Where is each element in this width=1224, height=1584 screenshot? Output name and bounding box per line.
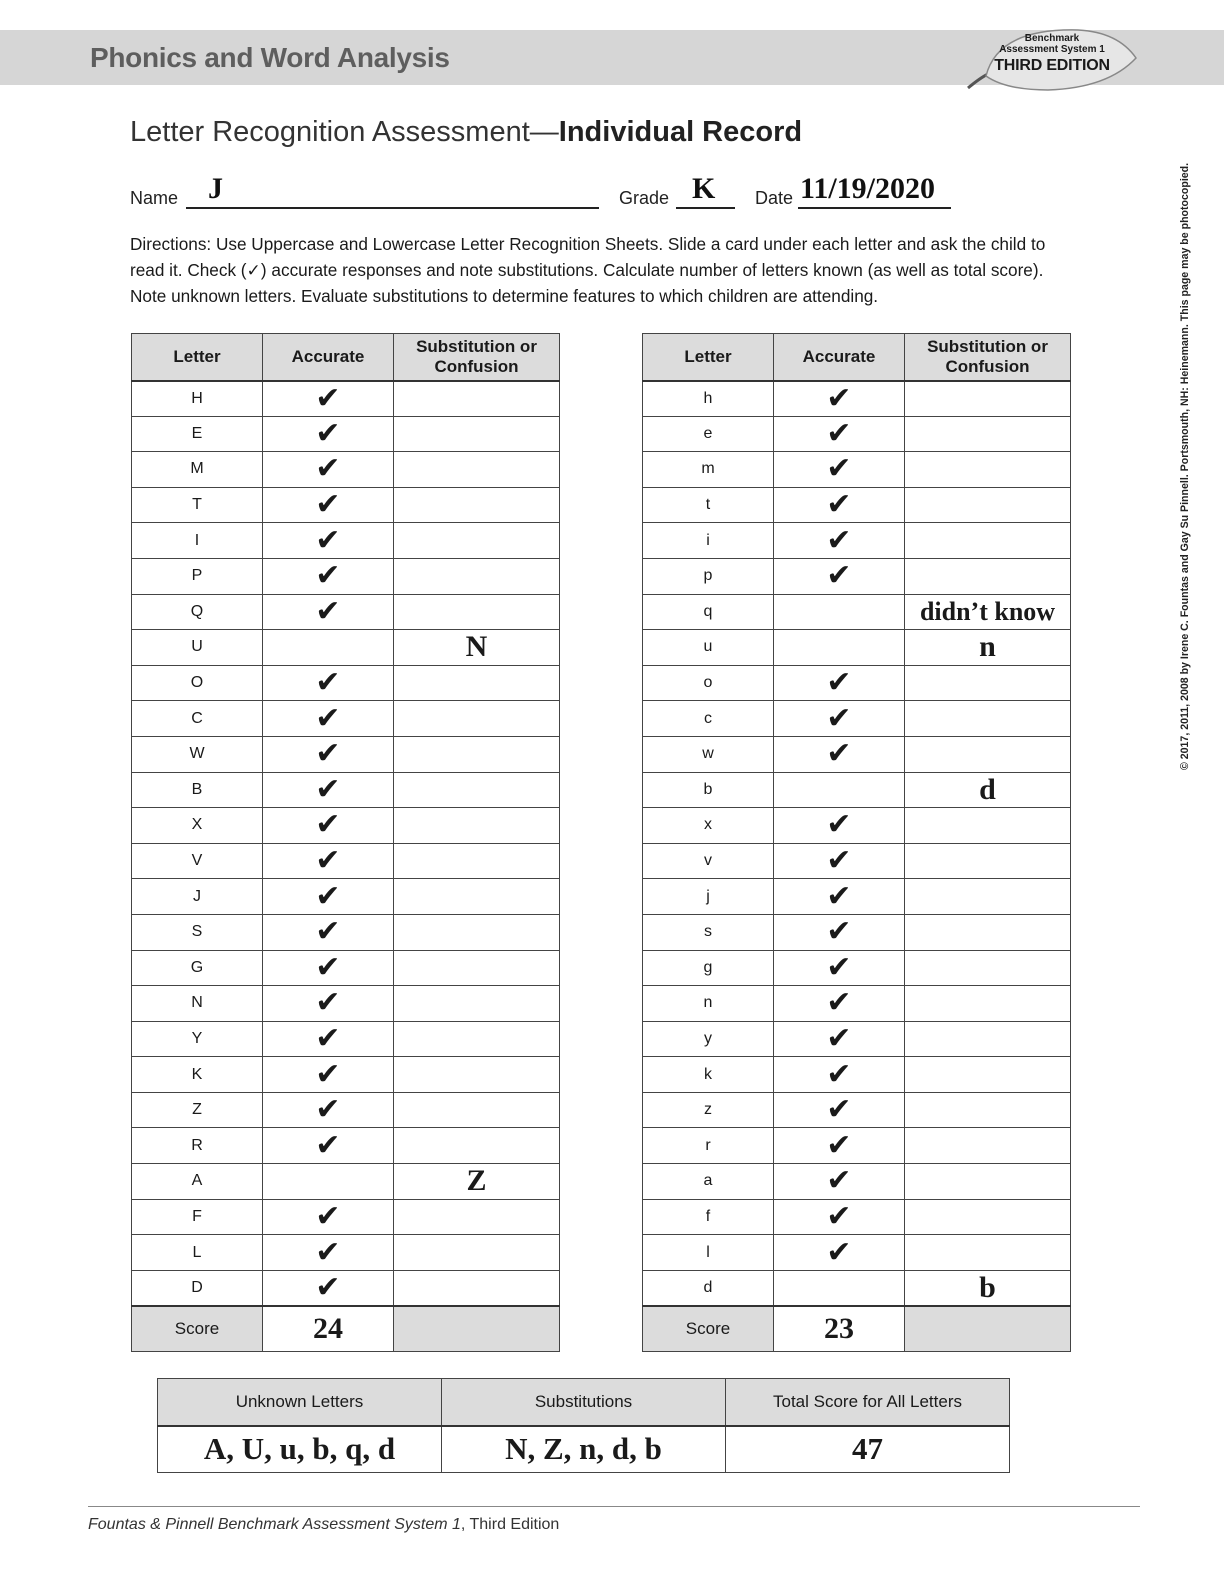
table-row	[132, 772, 560, 808]
accurate-cell[interactable]	[263, 736, 394, 772]
letter-cell: q	[643, 594, 774, 630]
letter-cell: X	[132, 808, 263, 844]
substitution-cell[interactable]: b	[905, 1270, 1071, 1306]
footer-divider	[88, 1506, 1140, 1507]
checkmark-icon: ✔	[315, 522, 341, 558]
table-row	[643, 1021, 1071, 1057]
table-row	[132, 1057, 560, 1093]
checkmark-icon: ✔	[315, 594, 341, 629]
table-row	[643, 523, 1071, 559]
substitution-cell[interactable]: didn’t know	[905, 594, 1071, 630]
letter-cell: U	[132, 630, 263, 666]
accurate-cell[interactable]	[774, 843, 905, 879]
table-row	[643, 772, 1071, 808]
substitution-cell[interactable]	[905, 879, 1071, 915]
table-row	[643, 630, 1071, 666]
letter-cell: i	[643, 523, 774, 559]
checkmark-icon: ✔	[315, 736, 341, 772]
table-row	[643, 594, 1071, 630]
accurate-cell[interactable]	[774, 1092, 905, 1128]
page-title	[130, 116, 802, 149]
accurate-cell[interactable]	[263, 1270, 394, 1306]
letter-cell: Y	[132, 1021, 263, 1057]
substitution-cell[interactable]	[905, 381, 1071, 417]
substitution-cell[interactable]	[394, 1128, 560, 1164]
table-row	[643, 1199, 1071, 1235]
substitution-cell[interactable]	[394, 416, 560, 452]
substitution-cell[interactable]	[905, 523, 1071, 559]
accurate-cell[interactable]	[263, 808, 394, 844]
letter-cell: J	[132, 879, 263, 915]
checkmark-icon: ✔	[315, 878, 341, 914]
substitution-cell[interactable]	[394, 665, 560, 701]
letter-cell: P	[132, 558, 263, 594]
checkmark-icon: ✔	[826, 1021, 852, 1056]
checkmark-icon: ✔	[826, 1092, 852, 1128]
substitution-cell[interactable]	[394, 1270, 560, 1306]
substitution-cell[interactable]	[905, 736, 1071, 772]
accurate-cell[interactable]	[774, 950, 905, 986]
checkmark-icon: ✔	[315, 665, 341, 701]
checkmark-icon: ✔	[826, 950, 852, 985]
accurate-cell[interactable]	[263, 1199, 394, 1235]
table-row	[132, 1092, 560, 1128]
letter-cell: g	[643, 950, 774, 986]
letter-cell: j	[643, 879, 774, 915]
checkmark-icon: ✔	[826, 914, 852, 950]
checkmark-icon: ✔	[315, 487, 341, 523]
substitution-cell[interactable]	[905, 665, 1071, 701]
accurate-cell[interactable]	[774, 1021, 905, 1057]
substitution-cell[interactable]	[394, 736, 560, 772]
substitution-cell[interactable]	[905, 914, 1071, 950]
accurate-cell[interactable]	[774, 416, 905, 452]
uppercase-table	[131, 333, 560, 1352]
letter-cell: D	[132, 1270, 263, 1306]
letter-cell: f	[643, 1199, 774, 1235]
letter-cell: k	[643, 1057, 774, 1093]
checkmark-icon: ✔	[826, 700, 852, 736]
substitution-cell[interactable]	[905, 1128, 1071, 1164]
checkmark-icon: ✔	[315, 380, 341, 416]
accurate-cell[interactable]	[774, 523, 905, 559]
letter-cell: K	[132, 1057, 263, 1093]
badge-label	[968, 34, 1136, 74]
name-label: Name	[130, 188, 179, 208]
checkmark-icon: ✔	[826, 487, 852, 523]
checkmark-icon: ✔	[315, 451, 341, 487]
accurate-cell[interactable]	[774, 1057, 905, 1093]
accurate-cell[interactable]	[263, 843, 394, 879]
accurate-cell[interactable]	[774, 879, 905, 915]
checkmark-icon: ✔	[826, 878, 852, 914]
table-row	[132, 487, 560, 523]
checkmark-icon: ✔	[826, 843, 852, 879]
substitution-cell[interactable]	[394, 1092, 560, 1128]
footer-text	[88, 1516, 559, 1534]
table-row	[643, 879, 1071, 915]
table-row	[643, 701, 1071, 737]
name-field-line[interactable]	[186, 207, 599, 209]
accurate-cell[interactable]	[263, 1057, 394, 1093]
table-row	[643, 1235, 1071, 1271]
table-row	[132, 1164, 560, 1200]
substitution-cell[interactable]	[394, 558, 560, 594]
letter-cell: z	[643, 1092, 774, 1128]
accurate-cell[interactable]	[774, 1128, 905, 1164]
summary-header-unknown: Unknown Letters	[158, 1379, 442, 1426]
header-letter: Letter	[643, 334, 774, 381]
table-row	[132, 736, 560, 772]
checkmark-icon: ✔	[315, 1056, 341, 1092]
substitution-cell[interactable]	[394, 381, 560, 417]
table-row	[132, 523, 560, 559]
table-row	[643, 381, 1071, 417]
table-row	[132, 1128, 560, 1164]
table-row	[132, 558, 560, 594]
substitution-cell[interactable]	[394, 1199, 560, 1235]
table-row	[643, 808, 1071, 844]
letter-cell: M	[132, 452, 263, 488]
page-title-bold: Individual Record	[558, 116, 803, 148]
date-field-line[interactable]	[798, 207, 951, 209]
substitution-cell[interactable]	[905, 452, 1071, 488]
header-substitution: Substitution or Confusion	[905, 334, 1071, 381]
accurate-cell[interactable]	[774, 808, 905, 844]
table-row	[132, 416, 560, 452]
letter-cell: E	[132, 416, 263, 452]
checkmark-icon: ✔	[826, 736, 852, 772]
letter-cell: B	[132, 772, 263, 808]
header-accurate: Accurate	[774, 334, 905, 381]
letter-cell: u	[643, 630, 774, 666]
letter-cell: O	[132, 665, 263, 701]
substitution-cell[interactable]	[394, 452, 560, 488]
checkmark-icon: ✔	[315, 700, 341, 736]
uppercase-score[interactable]: 24	[263, 1306, 394, 1352]
letter-cell: b	[643, 772, 774, 808]
letter-cell: n	[643, 986, 774, 1022]
letter-cell: o	[643, 665, 774, 701]
name-value: J	[208, 172, 223, 205]
table-row	[132, 843, 560, 879]
table-row	[132, 808, 560, 844]
letter-cell: N	[132, 986, 263, 1022]
grade-value: K	[692, 172, 716, 205]
accurate-cell[interactable]	[263, 950, 394, 986]
table-row	[643, 736, 1071, 772]
letter-cell: A	[132, 1164, 263, 1200]
table-row	[643, 1270, 1071, 1306]
accurate-cell[interactable]	[774, 487, 905, 523]
table-row	[132, 950, 560, 986]
section-title: Phonics and Word Analysis	[90, 42, 450, 73]
table-row	[643, 986, 1071, 1022]
table-row	[132, 630, 560, 666]
substitution-cell[interactable]	[905, 950, 1071, 986]
grade-label: Grade	[619, 188, 670, 208]
score-empty-cell	[905, 1306, 1071, 1352]
substitution-cell[interactable]	[905, 1235, 1071, 1271]
date-value: 11/19/2020	[800, 172, 936, 205]
checkmark-icon: ✔	[826, 807, 852, 843]
letter-cell: p	[643, 558, 774, 594]
substitution-cell[interactable]: d	[905, 772, 1071, 808]
accurate-cell[interactable]	[263, 1021, 394, 1057]
checkmark-icon: ✔	[315, 843, 341, 879]
grade-field-line[interactable]	[676, 207, 735, 209]
score-empty-cell	[394, 1306, 560, 1352]
score-label: Score	[643, 1306, 774, 1352]
table-row	[132, 1270, 560, 1306]
substitution-cell[interactable]	[905, 808, 1071, 844]
accurate-cell[interactable]	[263, 986, 394, 1022]
accurate-cell[interactable]	[263, 772, 394, 808]
header-letter: Letter	[132, 334, 263, 381]
checkmark-icon: ✔	[315, 1092, 341, 1128]
substitution-cell[interactable]	[394, 701, 560, 737]
date-label: Date	[755, 188, 794, 208]
table-row	[132, 701, 560, 737]
accurate-cell[interactable]	[774, 986, 905, 1022]
table-row	[132, 914, 560, 950]
accurate-cell[interactable]	[263, 381, 394, 417]
checkmark-icon: ✔	[826, 416, 852, 451]
accurate-cell[interactable]	[774, 1235, 905, 1271]
directions-text: Directions: Use Uppercase and Lowercase Letter Recognition Sheets. Slide a card under each letter and ask the child to read it. Check (✓) accurate responses and note substitutions. Calculate number of letters known (as well as total score). Note unknown letters. Evaluate substitutions to determine features to which children are attending.	[130, 234, 1046, 306]
table-row	[643, 950, 1071, 986]
table-row	[643, 1057, 1071, 1093]
substitution-cell[interactable]	[394, 914, 560, 950]
table-row	[643, 452, 1071, 488]
table-row	[643, 487, 1071, 523]
accurate-cell[interactable]	[774, 630, 905, 666]
substitution-cell[interactable]	[394, 843, 560, 879]
accurate-cell[interactable]	[774, 701, 905, 737]
table-row	[132, 594, 560, 630]
badge-line2: Assessment System 1	[999, 44, 1105, 55]
checkmark-icon: ✔	[826, 985, 852, 1021]
accurate-cell[interactable]	[263, 1235, 394, 1271]
table-row	[132, 381, 560, 417]
accurate-cell[interactable]	[263, 914, 394, 950]
checkmark-icon: ✔	[315, 807, 341, 843]
substitution-cell[interactable]	[905, 843, 1071, 879]
letter-cell: Q	[132, 594, 263, 630]
accurate-cell[interactable]	[263, 1128, 394, 1164]
substitution-cell[interactable]	[905, 701, 1071, 737]
checkmark-icon: ✔	[315, 985, 341, 1021]
table-row	[132, 1021, 560, 1057]
substitution-cell[interactable]	[394, 950, 560, 986]
letter-cell: G	[132, 950, 263, 986]
table-row	[132, 452, 560, 488]
substitution-cell[interactable]: N	[394, 630, 560, 666]
letter-cell: F	[132, 1199, 263, 1235]
accurate-cell[interactable]	[263, 630, 394, 666]
checkmark-icon: ✔	[315, 416, 341, 451]
accurate-cell[interactable]	[774, 914, 905, 950]
accurate-cell[interactable]	[263, 1092, 394, 1128]
letter-cell: c	[643, 701, 774, 737]
accurate-cell[interactable]	[263, 416, 394, 452]
letter-cell: x	[643, 808, 774, 844]
checkmark-icon: ✔	[315, 1021, 341, 1056]
checkmark-icon: ✔	[826, 1127, 852, 1163]
lowercase-table	[642, 333, 1071, 1352]
substitution-cell[interactable]: Z	[394, 1164, 560, 1200]
letter-cell: m	[643, 452, 774, 488]
substitution-cell[interactable]	[905, 986, 1071, 1022]
checkmark-icon: ✔	[315, 772, 341, 807]
table-row	[132, 1199, 560, 1235]
letter-cell: W	[132, 736, 263, 772]
footer-rest: , Third Edition	[460, 1516, 560, 1533]
summary-table	[157, 1378, 1010, 1473]
accurate-cell[interactable]	[263, 701, 394, 737]
accurate-cell[interactable]	[263, 452, 394, 488]
accurate-cell[interactable]	[774, 1199, 905, 1235]
accurate-cell[interactable]	[774, 594, 905, 630]
substitution-cell[interactable]	[394, 487, 560, 523]
substitution-cell[interactable]	[905, 1057, 1071, 1093]
letter-cell: s	[643, 914, 774, 950]
page-title-main: Letter Recognition Assessment—	[130, 116, 559, 148]
accurate-cell[interactable]	[263, 665, 394, 701]
letter-cell: R	[132, 1128, 263, 1164]
checkmark-icon: ✔	[826, 665, 852, 701]
badge-line1: Benchmark	[1024, 33, 1080, 44]
checkmark-icon: ✔	[826, 380, 852, 416]
accurate-cell[interactable]	[774, 736, 905, 772]
letter-cell: l	[643, 1235, 774, 1271]
substitution-cell[interactable]	[394, 808, 560, 844]
header-substitution: Substitution or Confusion	[394, 334, 560, 381]
checkmark-icon: ✔	[315, 1234, 341, 1270]
substitution-cell[interactable]	[394, 879, 560, 915]
accurate-cell[interactable]	[774, 1270, 905, 1306]
header-accurate: Accurate	[263, 334, 394, 381]
checkmark-icon: ✔	[315, 1127, 341, 1163]
table-row	[643, 843, 1071, 879]
accurate-cell[interactable]	[774, 1164, 905, 1200]
summary-total-score[interactable]: 47	[726, 1426, 1010, 1473]
substitution-cell[interactable]	[394, 1021, 560, 1057]
letter-cell: V	[132, 843, 263, 879]
accurate-cell[interactable]	[774, 452, 905, 488]
letter-cell: e	[643, 416, 774, 452]
badge-line3: THIRD EDITION	[994, 57, 1110, 74]
accurate-cell[interactable]	[774, 772, 905, 808]
accurate-cell[interactable]	[263, 558, 394, 594]
substitution-cell[interactable]	[905, 1021, 1071, 1057]
table-row	[132, 1235, 560, 1271]
letter-cell: a	[643, 1164, 774, 1200]
checkmark-icon: ✔	[826, 451, 852, 487]
substitution-cell[interactable]	[905, 416, 1071, 452]
letter-cell: t	[643, 487, 774, 523]
checkmark-icon: ✔	[826, 558, 852, 594]
substitution-cell[interactable]	[905, 1199, 1071, 1235]
substitution-cell[interactable]: n	[905, 630, 1071, 666]
substitution-cell[interactable]	[394, 986, 560, 1022]
table-row	[643, 1164, 1071, 1200]
checkmark-icon: ✔	[315, 1199, 341, 1234]
substitution-cell[interactable]	[394, 772, 560, 808]
score-label: Score	[132, 1306, 263, 1352]
accurate-cell[interactable]	[774, 665, 905, 701]
letter-cell: r	[643, 1128, 774, 1164]
letter-cell: S	[132, 914, 263, 950]
letter-cell: L	[132, 1235, 263, 1271]
letter-cell: H	[132, 381, 263, 417]
substitution-cell[interactable]	[905, 1164, 1071, 1200]
letter-cell: Z	[132, 1092, 263, 1128]
checkmark-icon: ✔	[826, 1056, 852, 1092]
table-row	[132, 879, 560, 915]
accurate-cell[interactable]	[263, 523, 394, 559]
accurate-cell[interactable]	[263, 1164, 394, 1200]
summary-header-total: Total Score for All Letters	[726, 1379, 1010, 1426]
substitution-cell[interactable]	[394, 1057, 560, 1093]
table-row	[132, 665, 560, 701]
footer-italic: Fountas & Pinnell Benchmark Assessment System 1	[88, 1516, 461, 1533]
lowercase-score[interactable]: 23	[774, 1306, 905, 1352]
substitution-cell[interactable]	[394, 594, 560, 630]
checkmark-icon: ✔	[826, 1163, 852, 1199]
substitution-cell[interactable]	[905, 558, 1071, 594]
checkmark-icon: ✔	[826, 522, 852, 558]
letter-cell: d	[643, 1270, 774, 1306]
checkmark-icon: ✔	[315, 558, 341, 594]
summary-header-substitutions: Substitutions	[442, 1379, 726, 1426]
table-row	[643, 558, 1071, 594]
table-row	[643, 1128, 1071, 1164]
table-row	[643, 665, 1071, 701]
letter-cell: w	[643, 736, 774, 772]
letter-cell: I	[132, 523, 263, 559]
summary-substitutions[interactable]: N, Z, n, d, b	[442, 1426, 726, 1473]
substitution-cell[interactable]	[905, 487, 1071, 523]
accurate-cell[interactable]	[263, 594, 394, 630]
letter-cell: h	[643, 381, 774, 417]
table-row	[643, 914, 1071, 950]
checkmark-icon: ✔	[315, 950, 341, 985]
accurate-cell[interactable]	[774, 381, 905, 417]
table-row	[643, 416, 1071, 452]
checkmark-icon: ✔	[826, 1199, 852, 1234]
letter-cell: v	[643, 843, 774, 879]
substitution-cell[interactable]	[394, 523, 560, 559]
letter-cell: y	[643, 1021, 774, 1057]
table-row	[643, 1092, 1071, 1128]
accurate-cell[interactable]	[263, 487, 394, 523]
letter-cell: C	[132, 701, 263, 737]
summary-unknown-letters[interactable]: A, U, u, b, q, d	[158, 1426, 442, 1473]
checkmark-icon: ✔	[315, 914, 341, 950]
checkmark-icon: ✔	[826, 1234, 852, 1270]
accurate-cell[interactable]	[774, 558, 905, 594]
accurate-cell[interactable]	[263, 879, 394, 915]
letter-cell: T	[132, 487, 263, 523]
copyright-text: © 2017, 2011, 2008 by Irene C. Fountas and Gay Su Pinnell. Portsmouth, NH: Heinemann. This page may be photocopied.	[1179, 162, 1191, 770]
copyright-notice	[1170, 98, 1191, 770]
table-row	[132, 986, 560, 1022]
checkmark-icon: ✔	[315, 1270, 341, 1305]
substitution-cell[interactable]	[394, 1235, 560, 1271]
substitution-cell[interactable]	[905, 1092, 1071, 1128]
